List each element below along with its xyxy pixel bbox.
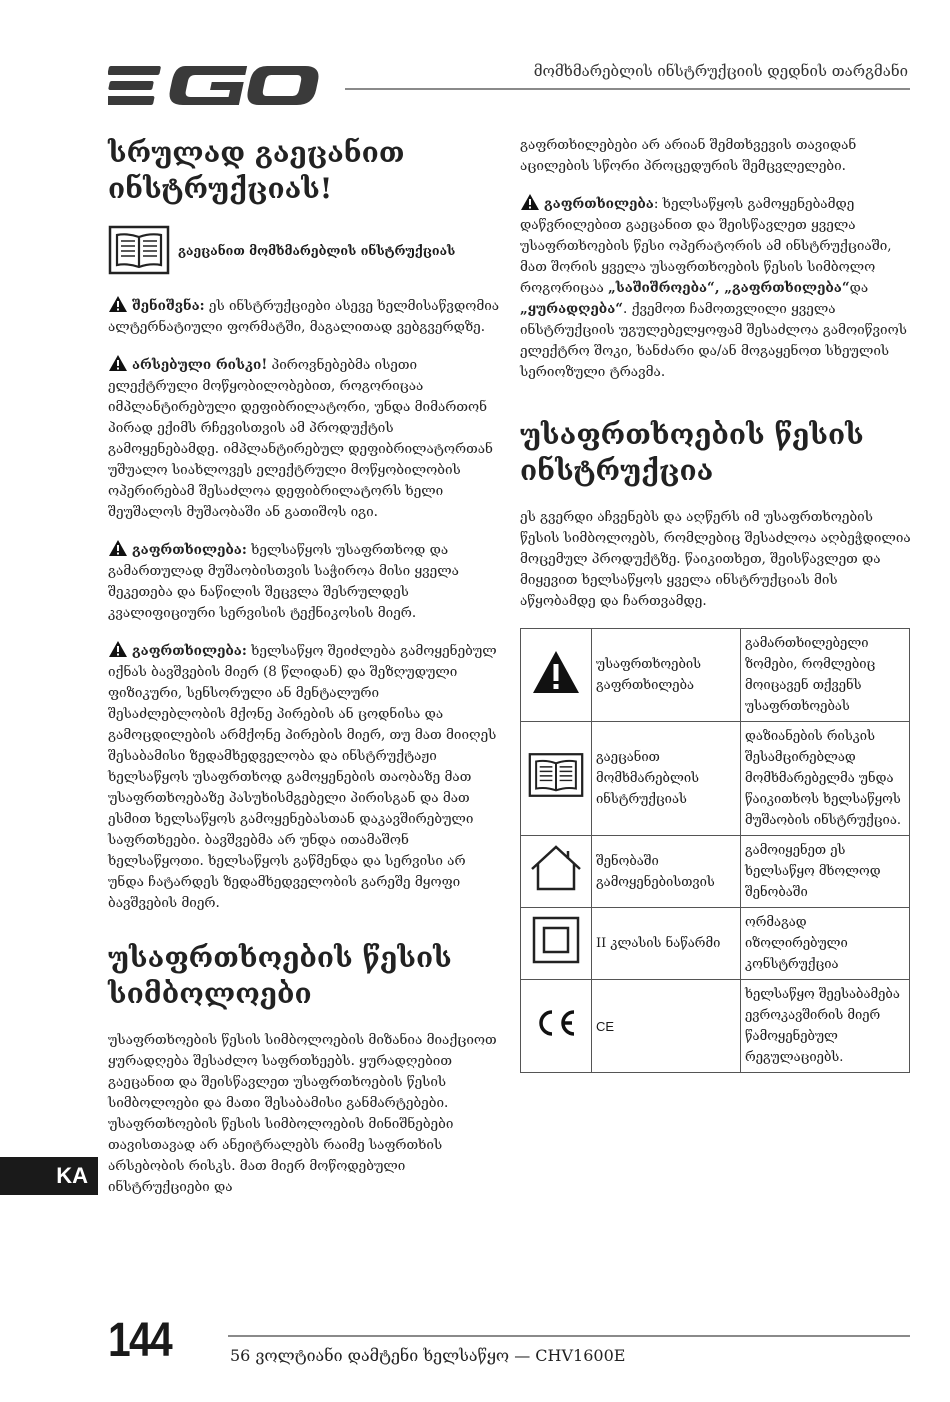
warning-service-paragraph: [108, 539, 500, 624]
table-intro-paragraph: ეს გვერდი აჩვენებს და აღწერს იმ უსაფრთხოების წესის სიმბოლოებს, რომლებიც შესაძლოა აღბეჭდილია მოცემულ პროდუქტზე. წაიკითხეთ, შეისწავლეთ და მიყევით ხელსაწყოს ყველა ინსტრუქციას მის აწყობამდე და ჩართვამდე.: [520, 509, 911, 609]
heading-read-instructions: სრულად გაეცანით ინსტრუქციას!: [108, 136, 405, 205]
warning-children-paragraph: [108, 640, 500, 914]
symbol-description: გამოიყენეთ ეს ხელსაწყო მხოლოდ შენობაში: [741, 836, 910, 908]
manual-book-icon: [528, 752, 584, 798]
table-row: [521, 722, 910, 836]
table-row: [521, 836, 910, 908]
warning-triangle-icon: [108, 640, 128, 658]
symbol-cell: [521, 980, 592, 1073]
manual-notice: [108, 225, 500, 275]
symbols-table: [520, 628, 910, 1073]
symbol-description: ორმაგად იზოლირებული კონსტრუქცია: [741, 908, 910, 980]
symbol-description: დაზიანების რისკის შესამცირებლად მომხმარებელმა უნდა წაიკითხოს ხელსაწყოს მუშაობის ინსტრუქცია.: [741, 722, 910, 836]
warning-triangle-icon: [108, 354, 128, 372]
keyword-danger: „საშიშროება“: [608, 280, 715, 296]
note-paragraph: [108, 295, 500, 338]
keyword-warning: „გაფრთხილება“: [724, 280, 850, 296]
ce-mark-icon: [533, 1008, 579, 1038]
continued-paragraph: გაფრთხილებები არ არიან შემთხვევის თავიდან აცილების სწორი პროცედურის შემცვლელები.: [520, 137, 857, 174]
warning-triangle-icon: [520, 193, 540, 211]
left-column: [108, 135, 500, 1214]
table-row: [521, 629, 910, 722]
keyword-caution: „ყურადღება“: [520, 301, 623, 317]
right-column: [520, 135, 912, 1073]
symbol-name: უსაფრთხოების გაფრთხილება: [592, 629, 741, 722]
symbols-intro-paragraph: უსაფრთხოების წესის სიმბოლოების მიზანია მიაქციოთ ყურადღება შესაძლო საფრთხეებს. ყურადღებით გაეცანით და შეისწავლეთ უსაფრთხოების წესის სიმბოლოები და მათი შესაბამისი განმარტებები. უსაფრთხოების წესის სიმბოლოების მინიშნებები თავისთავად არ ანეიტრალებს რაიმე საფრთხის არსებობის რისკს. მათ მიერ მოწოდებული ინსტრუქციები და: [108, 1032, 497, 1195]
warning-triangle-icon: [108, 295, 128, 313]
warning-label: გაფრთხილება:: [132, 643, 247, 659]
language-tab: KA: [0, 1157, 98, 1195]
symbol-name: შენობაში გამოყენებისთვის: [592, 836, 741, 908]
symbol-cell: [521, 908, 592, 980]
warning-read-all-text: : ხელსაწყოს გამოყენებამდე დაწვრილებით გაეცანით და შეისწავლეთ ყველა უსაფრთხოების წესი ოპერატორის ამ ინსტრუქციაში, მათ შორის ყველა უსაფრთხოების წესის სიმბოლო როგორიცაა: [520, 196, 892, 296]
page-number: 144: [108, 1314, 171, 1367]
warning-children-text: ხელსაწყო შეიძლება გამოყენებულ იქნას ბავშვების მიერ (8 წლიდან) და შეზღუდული ფიზიკური, სენსორული ან მენტალური შესაძლებლობის მქონე პირების ან ცოდნისა და გამოცდილების არმქონე პირების მიერ, თუ მათ მიიღეს შესაბამისი ზედამხედველობა და ინსტრუქტაჟი ხელსაწყოს უსაფრთხოდ გამოყენების თაობაზე მათ უსაფრთხოებაზე პასუხისმგებელი პირისგან და მათ ესმით ხელსაწყოს გამოყენებასთან დაკავშირებული საფრთხეები. ბავშვებმა არ უნდა ითამაშონ ხელსაწყოთი. ხელსაწყოს გაწმენდა და სერვისი არ უნდა ჩატარდეს ზედამხედველობის გარეშე მყოფი ბავშვების მიერ.: [108, 643, 497, 911]
symbol-name: CE: [592, 980, 741, 1073]
warning-service-text: ხელსაწყოს უსაფრთხოდ და გამართულად მუშაობისთვის საჭიროა მისი ყველა შეკეთება და ნაწილის შეცვლა შესრულდეს კვალიფიციური სერვისის ტექნიკოსის მიერ.: [108, 542, 459, 621]
heading-safety-symbols: უსაფრთხოების წესის სიმბოლოები: [108, 941, 452, 1010]
warning-triangle-icon: [531, 649, 581, 695]
risk-text: პიროვნებებმა ისეთი ელექტრული მოწყობილობებით, როგორიცაა იმპლანტირებული დეფიბრილატორი, უნდა მიმართონ პირად ექიმს რჩევისთვის ამ პროდუქტის გამოყენებამდე. იმპლანტირებულ დეფიბრილატორთან უშუალო სიახლოვეს ელექტრული მოწყობილობის ოპერირებამ შესაძლოა დეფიბრილატორს ხელი შეუშალოს მუშაობაში ან გათიშოს იგი.: [108, 357, 493, 520]
header-title: მომხმარებლის ინსტრუქციის დედნის თარგმანი: [533, 62, 908, 80]
warning-read-all-paragraph: [520, 193, 912, 383]
warning-label: გაფრთხილება: [544, 196, 654, 212]
keyword-separator: ,: [714, 280, 725, 296]
footer-divider: [228, 1335, 910, 1337]
symbol-name: II კლასის ნაწარმი: [592, 908, 741, 980]
note-label: შენიშვნა:: [132, 298, 205, 314]
symbol-name: გაეცანით მომხმარებლის ინსტრუქციას: [592, 722, 741, 836]
house-icon: [528, 843, 584, 893]
warning-triangle-icon: [108, 539, 128, 557]
keyword-and: და: [849, 280, 869, 296]
warning-label: გაფრთხილება:: [132, 542, 247, 558]
heading-safety-instructions: უსაფრთხოების წესის ინსტრუქცია: [520, 418, 864, 487]
footer-product-name: 56 ვოლტიანი დამტენი ხელსაწყო — CHV1600E: [230, 1346, 626, 1365]
risk-label: არსებული რისკი!: [132, 357, 268, 373]
symbol-cell: [521, 629, 592, 722]
symbol-description: ხელსაწყო შეესაბამება ევროკავშირის მიერ წამოყენებულ რეგულაციებს.: [741, 980, 910, 1073]
risk-paragraph: [108, 354, 500, 523]
ego-logo: [108, 62, 328, 110]
warning-read-all-text-end: . ქვემოთ ჩამოთვლილი ყველა ინსტრუქციის უგულებელყოფამ შესაძლოა გამოიწვიოს ელექტრო შოკი, ხანძარი და/ან მოგაყენოთ სხეულის სერიოზული ტრავმა.: [520, 301, 907, 380]
table-row: [521, 980, 910, 1073]
table-row: [521, 908, 910, 980]
symbol-cell: [521, 836, 592, 908]
symbol-description: გამართხილებელი ზომები, რომლებიც მოიცავენ თქვენს უსაფრთხოებას: [741, 629, 910, 722]
header-divider: [345, 88, 910, 90]
manual-book-icon: [108, 225, 170, 275]
note-text: ეს ინსტრუქციები ასევე ხელმისაწვდომია ალტერნატიული ფორმატში, მაგალითად ვებგვერდზე.: [108, 298, 500, 335]
class-ii-icon: [531, 915, 581, 965]
manual-notice-label: გაეცანით მომხმარებლის ინსტრუქციას: [178, 242, 456, 258]
symbol-cell: [521, 722, 592, 836]
